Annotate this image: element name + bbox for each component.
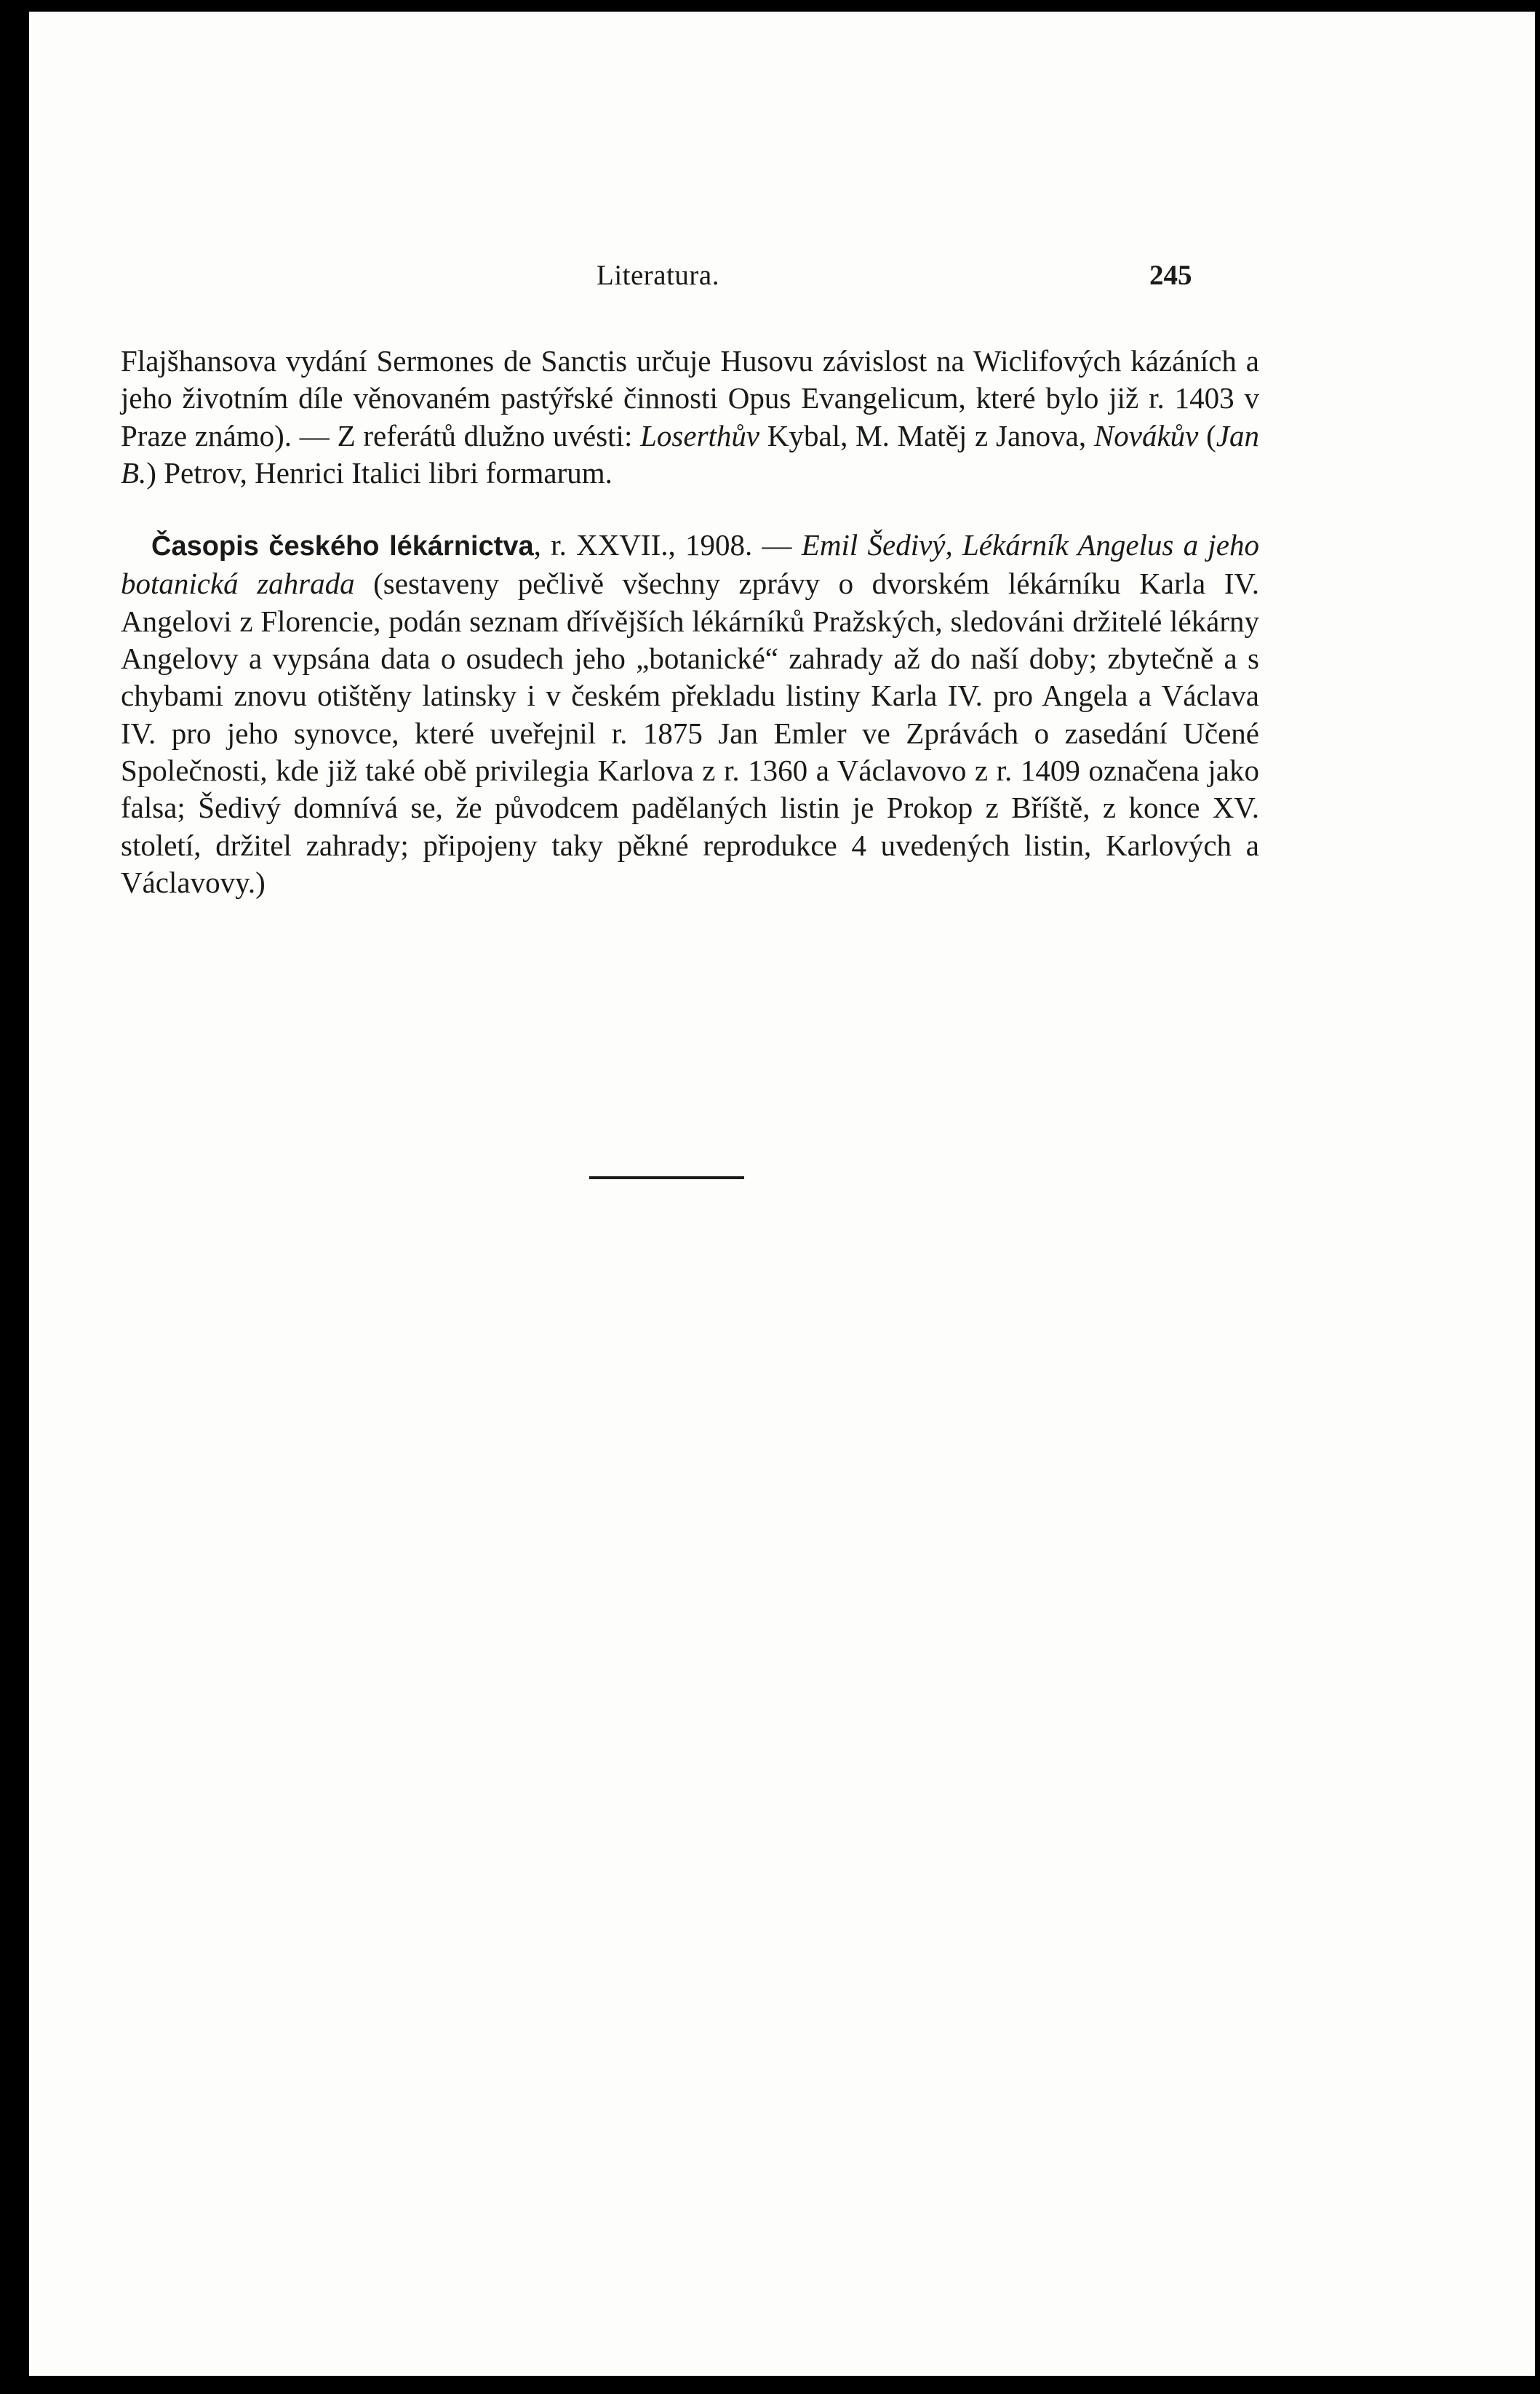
journal-title: Časopis českého lékárnictva — [151, 531, 534, 562]
book-page — [29, 12, 1535, 2376]
running-title: Literatura. — [597, 260, 719, 291]
text-run: ( — [1198, 418, 1216, 452]
text-run: ) Petrov, Henrici Italici libri formarum. — [146, 455, 613, 490]
text-run: Flajšhansova vydání Sermones de Sanctis určuje Husovu závislost na Wiclifových kázáních a jeho životním díle věnovaném pastýřské činnosti Opus Evangelicum, které bylo již r. 1403 v Praze známo). — Z referátů dlužno uvésti: — [121, 344, 1259, 452]
italic-article-title: Emil Šedivý, Lékárník Angelus a jeho botanická zahrada — [121, 528, 1260, 601]
text-run: Kybal, M. Matěj z Janova, — [759, 418, 1094, 452]
page-number: 245 — [1149, 260, 1192, 291]
body-text — [121, 343, 1259, 901]
text-run: , r. XXVII., 1908. — — [533, 528, 802, 562]
italic-author: Loserthův — [640, 418, 760, 452]
text-run: (sestaveny pečlivě všechny zprávy o dvorském lékárníku Karla IV. Angelovi z Florencie, podán seznam dřívějších lékárníků Pražských, sledováni držitelé lékárny Angelovy a vypsána data o osudech jeho „botanické“ zahrady až do naší doby; zbytečně a s chybami znovu otištěny latinsky i v českém překladu listiny Karla IV. pro Angela a Václava IV. pro jeho synovce, které uveřejnil r. 1875 Jan Emler ve Zprávách o zasedání Učené Společnosti, kde již také obě privilegia Karlova z r. 1360 a Václavovo z r. 1409 označena jako falsa; Šedivý domnívá se, že původcem padělaných listin je Prokop z Bříště, z konce XV. století, držitel zahrady; připojeny taky pěkné reprodukce 4 uvedených listin, Karlových a Václavovy.) — [121, 567, 1259, 899]
italic-author: Jan B. — [121, 418, 1259, 490]
paragraph-flajshans — [121, 343, 1259, 492]
running-header — [29, 259, 1535, 303]
italic-author: Novákův — [1093, 418, 1199, 452]
section-divider — [589, 1176, 744, 1179]
paragraph-casopis — [121, 527, 1259, 901]
